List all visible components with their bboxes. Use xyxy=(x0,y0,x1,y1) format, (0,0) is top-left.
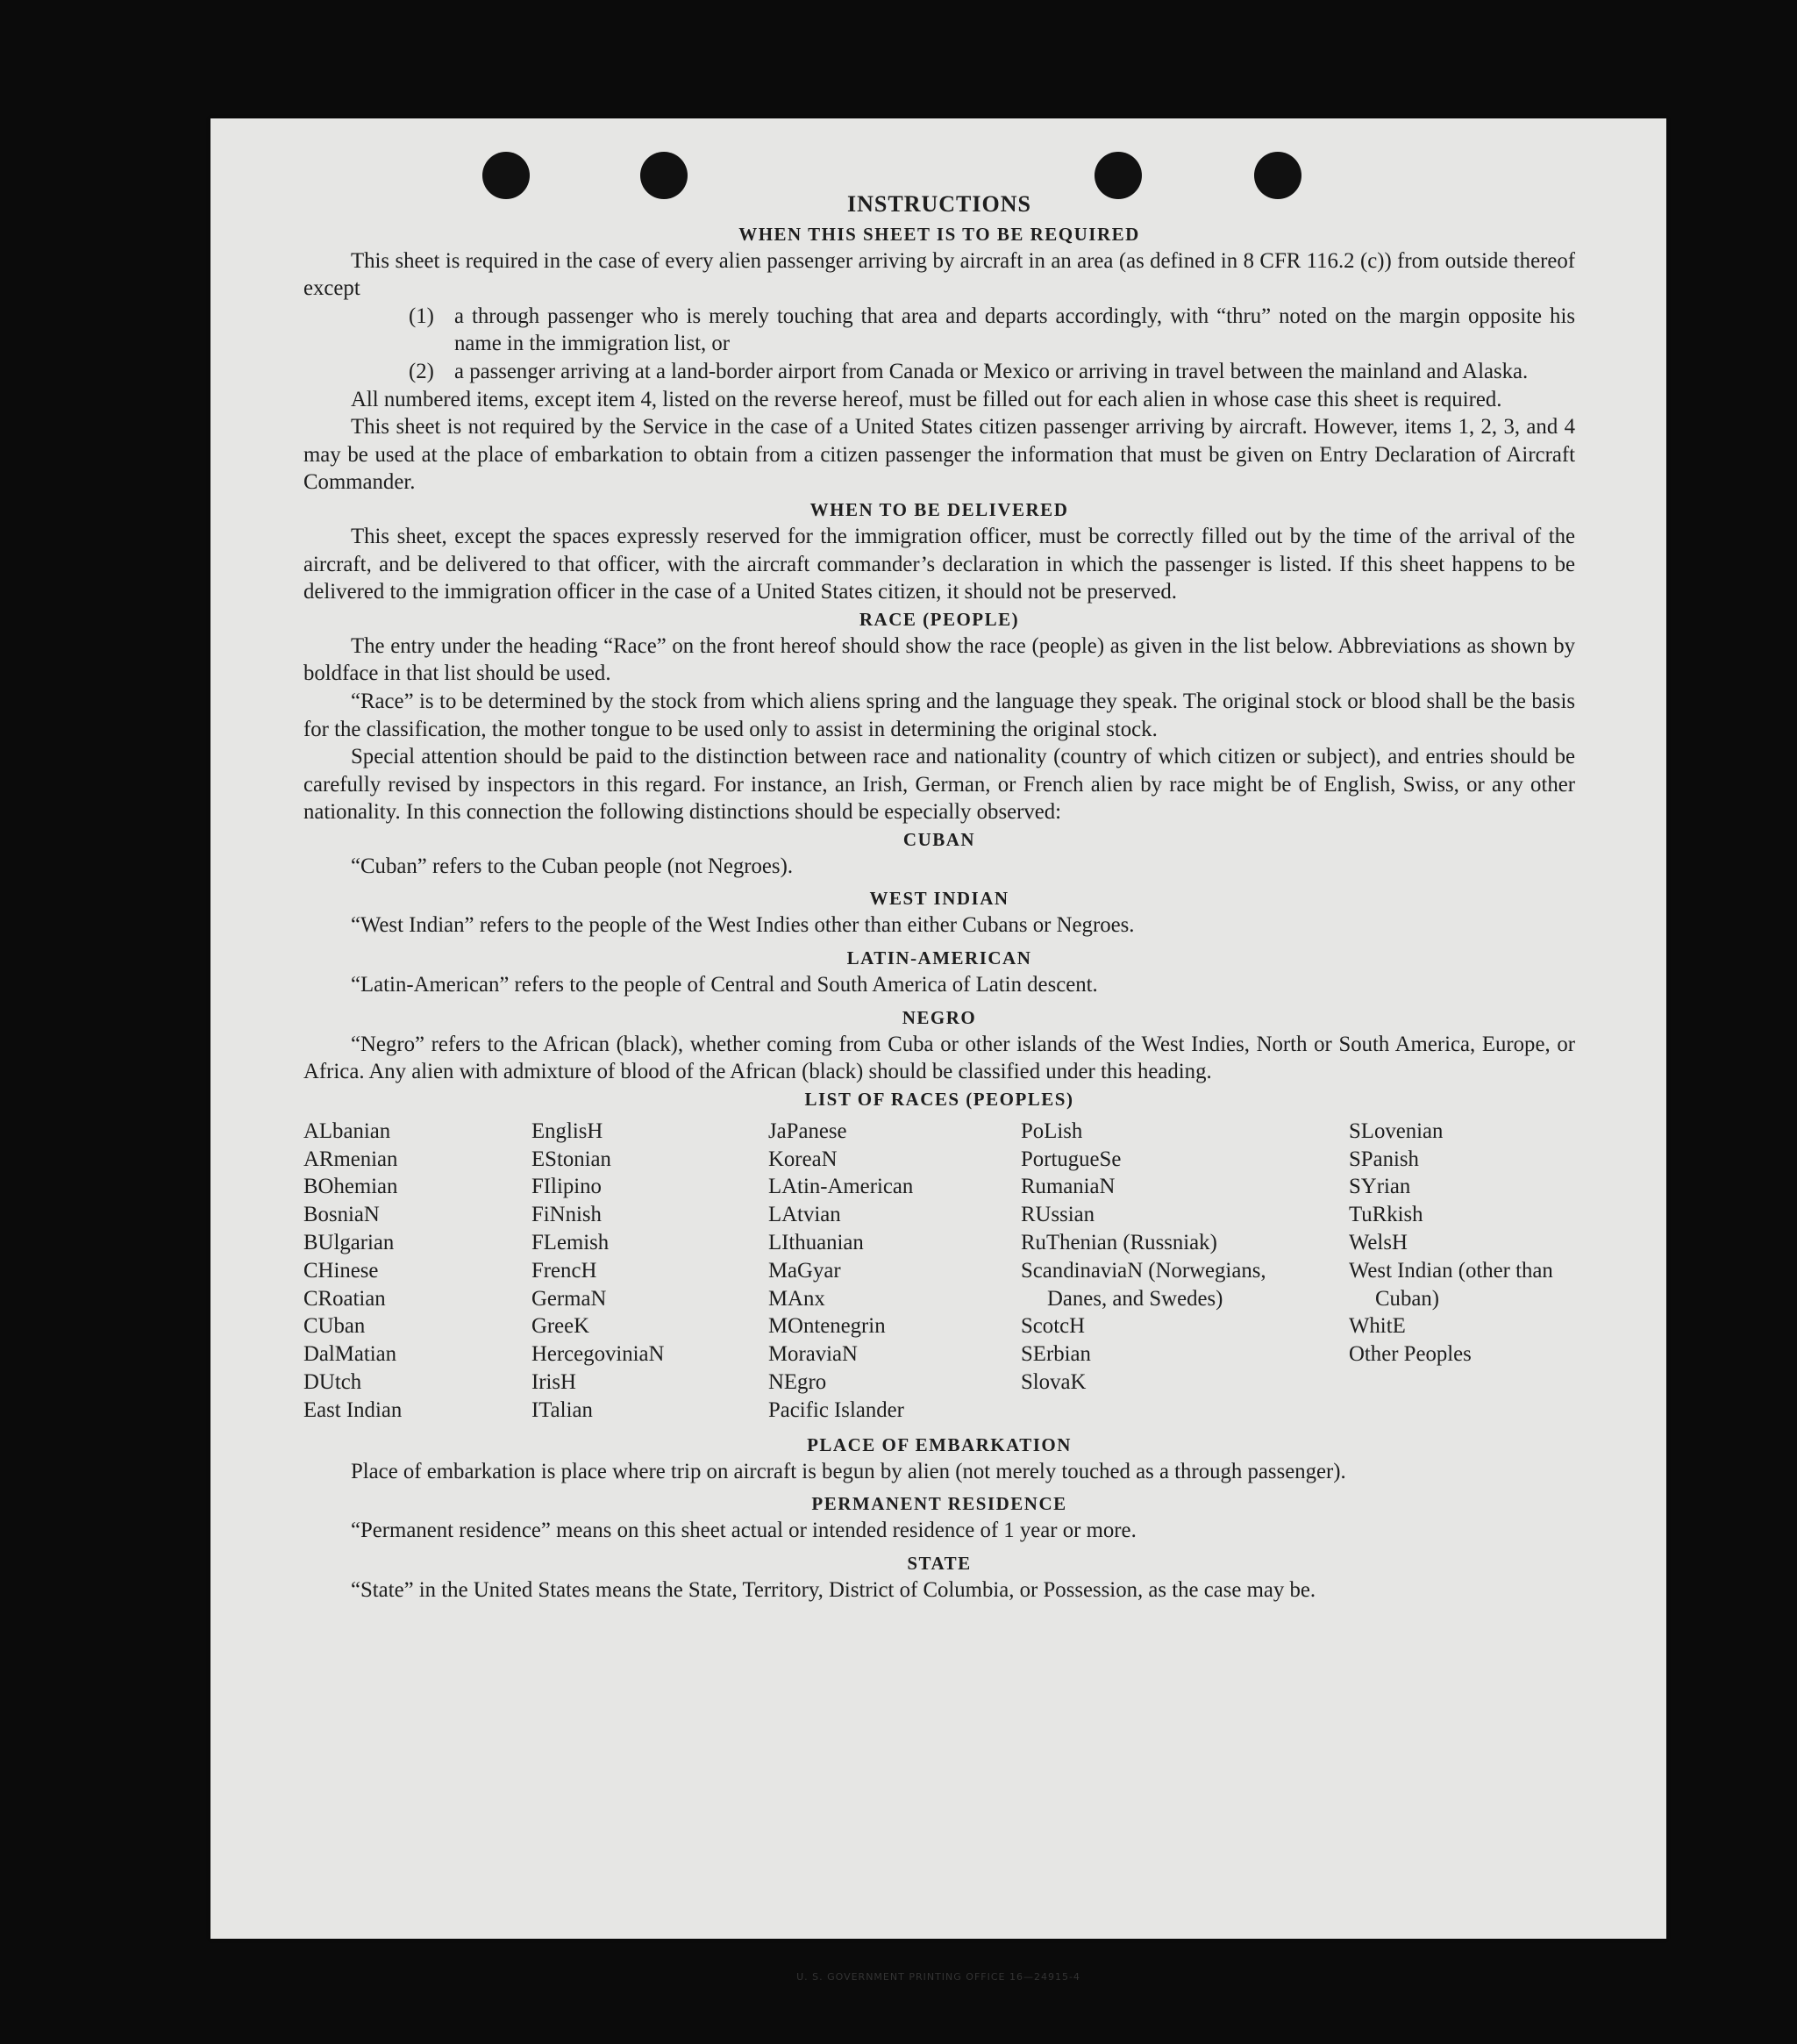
section-heading: RACE (PEOPLE) xyxy=(859,608,1020,630)
race-entry: East Indian xyxy=(303,1397,403,1422)
section-heading: WEST INDIAN xyxy=(869,888,1009,910)
race-entry: SlovaK xyxy=(1021,1370,1087,1395)
race-entry: MoraviaN xyxy=(768,1342,858,1367)
paragraph: “Latin-American” refers to the people of Central and South America of Latin descent. xyxy=(351,973,1098,997)
race-entry: FLemish xyxy=(531,1231,610,1255)
paragraph: The entry under the heading “Race” on the front hereof should show the race (people) as given in the list below. Abbreviations as shown by boldface in that list should be used. xyxy=(303,633,1575,686)
race-entry: ScandinaviaN (Norwegians, Danes, and Swedes) xyxy=(1021,1258,1266,1311)
paragraph: Place of embarkation is place where trip on aircraft is begun by alien (not merely touched as a through passenger). xyxy=(351,1459,1346,1483)
race-entry: FIlipino xyxy=(531,1175,602,1199)
race-entry: TuRkish xyxy=(1349,1203,1423,1227)
race-entry: WhitE xyxy=(1349,1314,1406,1339)
section-heading: PERMANENT RESIDENCE xyxy=(811,1493,1067,1515)
race-entry: MaGyar xyxy=(768,1258,841,1283)
paragraph: “Permanent residence” means on this sheet actual or intended residence of 1 year or more. xyxy=(351,1519,1137,1543)
paragraph: “Race” is to be determined by the stock from which aliens spring and the language they speak. The original stock or blood shall be the basis for the classification, the mother tongue to be used only to assist in determining the original stock. xyxy=(303,689,1575,741)
race-entry: SErbian xyxy=(1021,1342,1091,1367)
paragraph: This sheet is required in the case of every alien passenger arriving by aircraft in an area (as defined in 8 CFR 116.2 (c)) from outside thereof except xyxy=(303,248,1575,301)
section-heading: LATIN-AMERICAN xyxy=(846,947,1032,969)
race-entry: MAnx xyxy=(768,1286,825,1311)
race-entry: Pacific Islander xyxy=(768,1397,904,1422)
exception-item xyxy=(409,358,1575,386)
race-entry: ITalian xyxy=(531,1397,593,1422)
section-heading: WHEN TO BE DELIVERED xyxy=(809,498,1069,520)
paragraph: “West Indian” refers to the people of the West Indies other than either Cubans or Negroes. xyxy=(351,913,1135,938)
race-entry: MOntenegrin xyxy=(768,1314,886,1339)
race-column xyxy=(1021,1118,1349,1425)
race-entry: PoLish xyxy=(1021,1118,1083,1143)
race-entry: CHinese xyxy=(303,1258,379,1283)
race-entry: DUtch xyxy=(303,1370,362,1395)
race-entry: LIthuanian xyxy=(768,1231,864,1255)
race-entry: LAtin-American xyxy=(768,1175,914,1199)
race-entry: GreeK xyxy=(531,1314,590,1339)
race-column xyxy=(768,1118,1021,1425)
page-title: INSTRUCTIONS xyxy=(847,191,1031,217)
race-entry: Other Peoples xyxy=(1349,1342,1472,1367)
race-entry: SLovenian xyxy=(1349,1118,1444,1143)
race-entry: BOhemian xyxy=(303,1175,398,1199)
race-entry: JaPanese xyxy=(768,1118,847,1143)
race-entry: PortugueSe xyxy=(1021,1147,1122,1171)
paragraph: “State” in the United States means the State, Territory, District of Columbia, or Possession, as the case may be. xyxy=(351,1577,1316,1602)
instructions-body xyxy=(303,190,1575,1604)
race-entry: CUban xyxy=(303,1314,366,1339)
race-entry: SPanish xyxy=(1349,1147,1419,1171)
race-entry: FrencH xyxy=(531,1258,597,1283)
paragraph: All numbered items, except item 4, listed on the reverse hereof, must be filled out for each alien in whose case this sheet is required. xyxy=(351,387,1502,411)
race-entry: EnglisH xyxy=(531,1118,603,1143)
race-entry: FiNnish xyxy=(531,1203,602,1227)
section-heading: WHEN THIS SHEET IS TO BE REQUIRED xyxy=(738,223,1140,245)
section-heading: NEGRO xyxy=(902,1006,977,1028)
race-column xyxy=(1349,1118,1575,1425)
paragraph: This sheet is not required by the Service in the case of a United States citizen passenger arriving by aircraft. However, items 1, 2, 3, and 4 may be used at the place of embarkation to obtain from a citizen passenger the information that must be given on Entry Declaration of Aircraft Commander. xyxy=(303,415,1575,495)
race-entry: CRoatian xyxy=(303,1286,386,1311)
item-number: (1) xyxy=(409,304,434,328)
race-entry: KoreaN xyxy=(768,1147,838,1171)
item-text: a passenger arriving at a land-border airport from Canada or Mexico or arriving in travel between the mainland and Alaska. xyxy=(454,359,1529,383)
race-entry: BUlgarian xyxy=(303,1231,395,1255)
race-entry: WelsH xyxy=(1349,1231,1408,1255)
race-entry: West Indian (other than Cuban) xyxy=(1349,1258,1553,1311)
race-entry: HercegoviniaN xyxy=(531,1342,665,1367)
exception-item xyxy=(409,303,1575,358)
race-entry: NEgro xyxy=(768,1370,827,1395)
race-entry: ALbanian xyxy=(303,1118,391,1143)
printer-imprint: U. S. GOVERNMENT PRINTING OFFICE 16—24915-4 xyxy=(796,1971,1080,1983)
race-column xyxy=(531,1118,768,1425)
race-column xyxy=(303,1118,531,1425)
document-sheet xyxy=(210,118,1666,1983)
race-list xyxy=(303,1118,1575,1425)
item-number: (2) xyxy=(409,359,434,383)
race-entry: ARmenian xyxy=(303,1147,398,1171)
paragraph: This sheet, except the spaces expressly reserved for the immigration officer, must be correctly filled out by the time of the arrival of the aircraft, and be delivered to that officer, with the aircraft commander’s declaration in which the passenger is listed. If this sheet happens to be delivered to the immigration officer in the case of a United States citizen, it should not be preserved. xyxy=(303,524,1575,604)
race-entry: ScotcH xyxy=(1021,1314,1085,1339)
section-heading: PLACE OF EMBARKATION xyxy=(807,1433,1072,1455)
race-entry: SYrian xyxy=(1349,1175,1411,1199)
race-entry: RuThenian (Russniak) xyxy=(1021,1231,1217,1255)
section-heading: STATE xyxy=(907,1552,972,1574)
race-entry: BosniaN xyxy=(303,1203,380,1227)
race-entry: RUssian xyxy=(1021,1203,1095,1227)
race-entry: GermaN xyxy=(531,1286,607,1311)
paragraph: Special attention should be paid to the distinction between race and nationality (country of which citizen or subject), and entries should be carefully revised by inspectors in this regard. For instance, an Irish, German, or French alien by race might be of English, Swiss, or any other nationality. In this connection the following distinctions should be especially observed: xyxy=(303,745,1575,825)
race-entry: EStonian xyxy=(531,1147,611,1171)
race-entry: RumaniaN xyxy=(1021,1175,1116,1199)
race-entry: DalMatian xyxy=(303,1342,397,1367)
paragraph: “Cuban” refers to the Cuban people (not Negroes). xyxy=(351,854,794,878)
race-entry: LAtvian xyxy=(768,1203,841,1227)
paragraph: “Negro” refers to the African (black), whether coming from Cuba or other islands of the West Indies, North or South America, Europe, or Africa. Any alien with admixture of blood of the African (black) should be classified under this heading. xyxy=(303,1032,1575,1084)
race-entry: IrisH xyxy=(531,1370,576,1395)
section-heading: CUBAN xyxy=(902,828,976,850)
section-heading: LIST OF RACES (PEOPLES) xyxy=(804,1088,1074,1110)
item-text: a through passenger who is merely touching that area and departs accordingly, with “thru” noted on the margin opposite his name in the immigration list, or xyxy=(454,304,1575,356)
